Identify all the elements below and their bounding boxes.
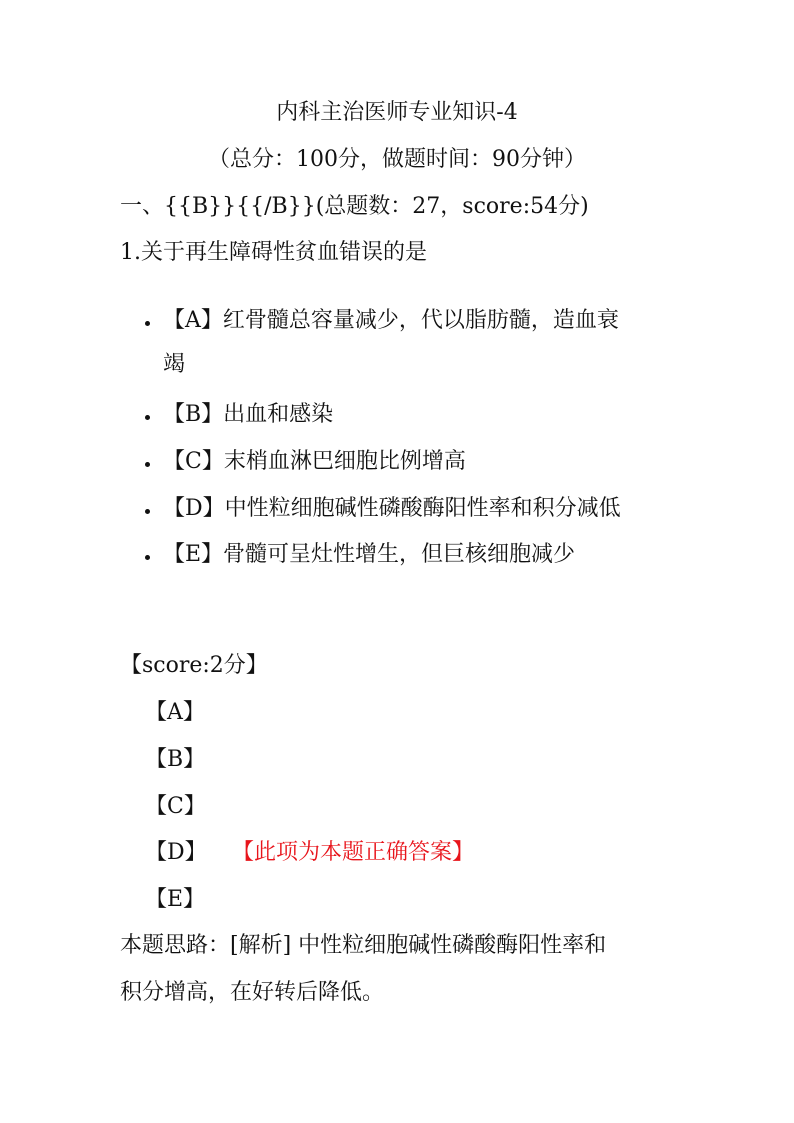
option-a-continuation: 竭 bbox=[163, 352, 186, 377]
page-subtitle: （总分：100分，做题时间：90分钟） bbox=[208, 147, 586, 172]
bullet-icon bbox=[145, 415, 150, 420]
section-heading: 一、{{B}}{{/B}}(总题数：27，score:54分) bbox=[120, 194, 589, 219]
explanation-text: 本题思路：[解析] 中性粒细胞碱性磷酸酶阳性率和 bbox=[120, 933, 607, 958]
answer-choice-e: 【E】 bbox=[145, 887, 206, 912]
option-c: 【C】末梢血淋巴细胞比例增高 bbox=[163, 449, 466, 474]
answer-choice-c: 【C】 bbox=[145, 794, 206, 819]
question-text: 1.关于再生障碍性贫血错误的是 bbox=[120, 240, 427, 265]
option-d: 【D】中性粒细胞碱性磷酸酶阳性率和积分减低 bbox=[163, 496, 621, 521]
answer-choice-d: 【D】 bbox=[145, 840, 207, 865]
page-title: 内科主治医师专业知识-4 bbox=[276, 100, 518, 125]
explanation-text-continuation: 积分增高，在好转后降低。 bbox=[120, 980, 385, 1005]
bullet-icon bbox=[145, 462, 150, 467]
bullet-icon bbox=[145, 509, 150, 514]
bullet-icon bbox=[145, 555, 150, 560]
score-label: 【score:2分】 bbox=[120, 653, 268, 678]
answer-choice-a: 【A】 bbox=[145, 700, 205, 725]
option-e: 【E】骨髓可呈灶性增生，但巨核细胞减少 bbox=[163, 542, 576, 567]
bullet-icon bbox=[145, 321, 150, 326]
answer-choice-b: 【B】 bbox=[145, 747, 206, 772]
correct-answer-marker: 【此项为本题正确答案】 bbox=[232, 840, 475, 865]
option-b: 【B】出血和感染 bbox=[163, 402, 334, 427]
option-a: 【A】红骨髓总容量减少，代以脂肪髓，造血衰 bbox=[163, 308, 619, 333]
